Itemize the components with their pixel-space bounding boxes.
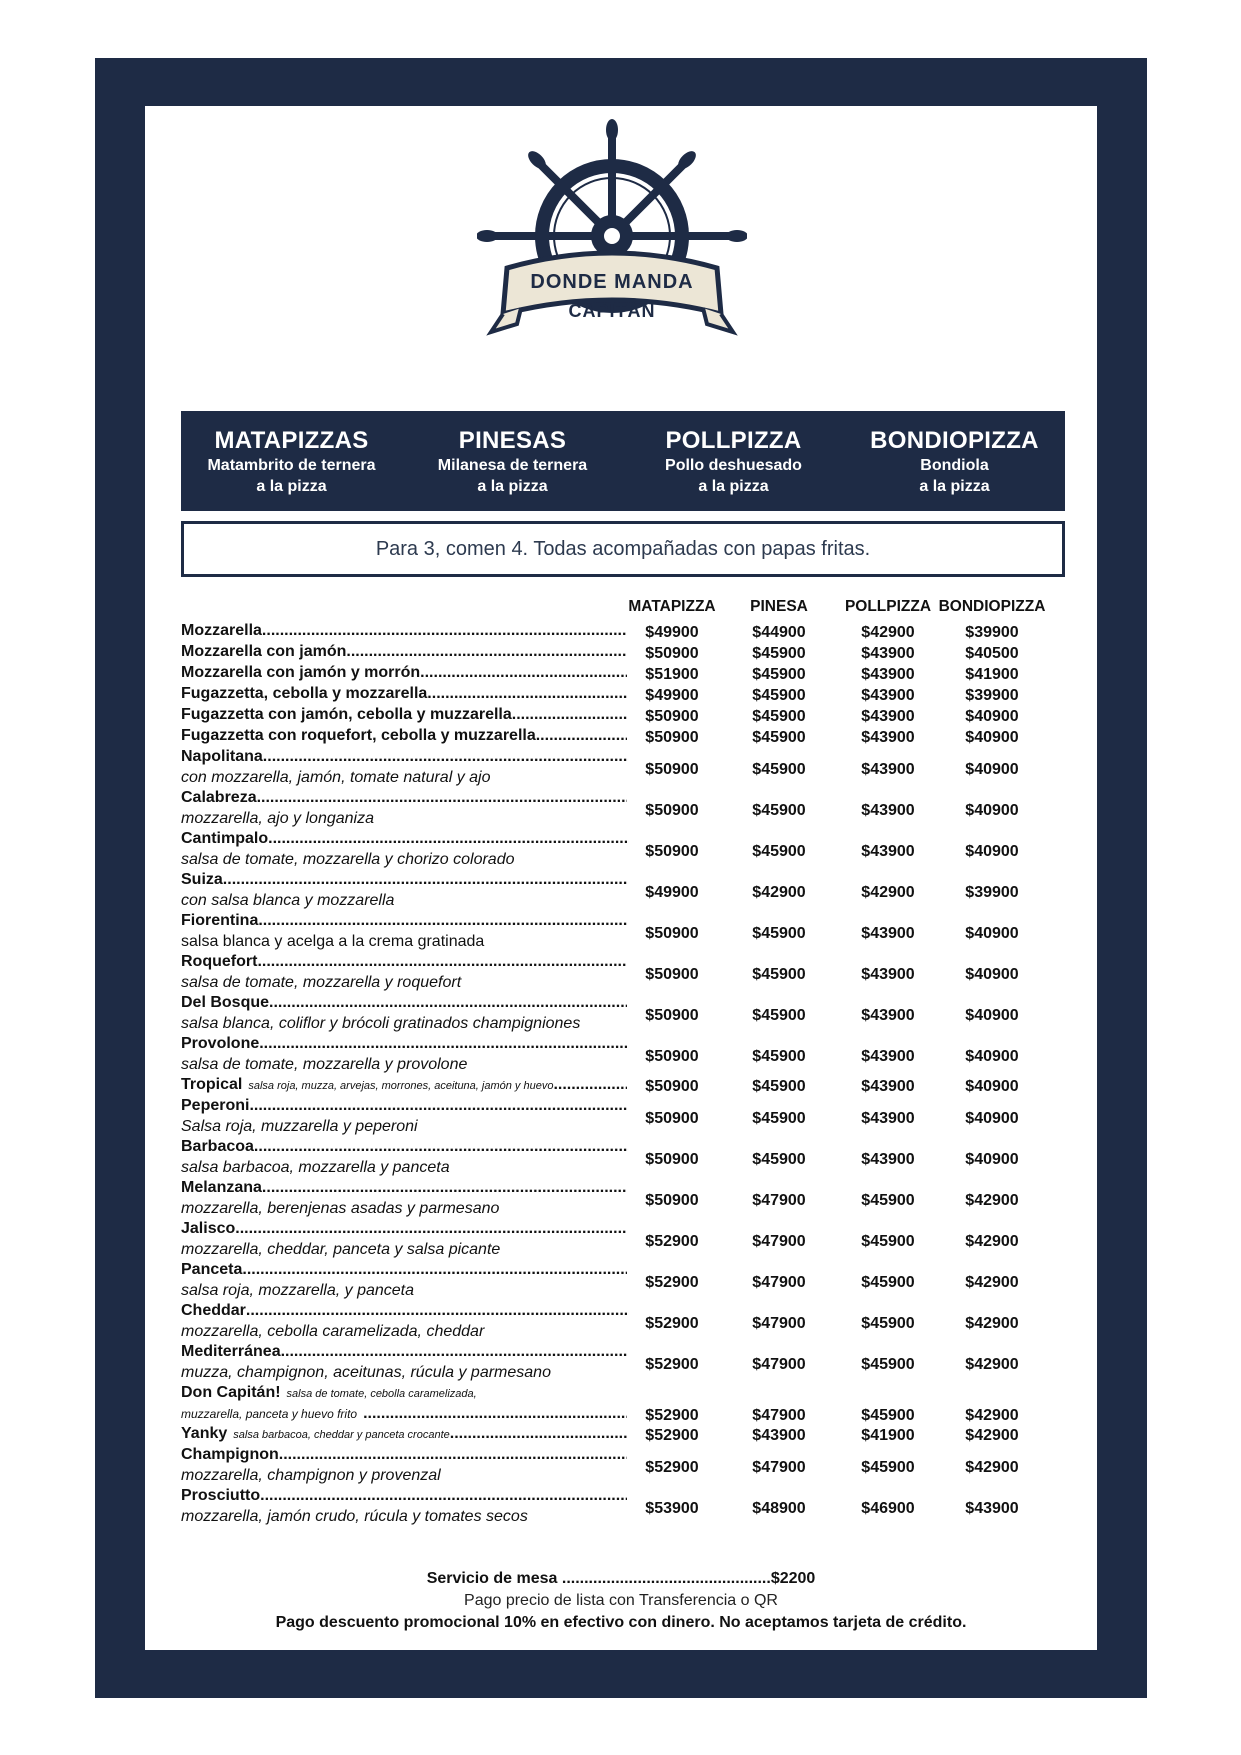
service-price: $2200 (770, 1570, 816, 1587)
menu-item-name: Fugazzetta con roquefort, cebolla y muzzarella (181, 727, 536, 744)
menu-item-name-line (181, 870, 627, 890)
menu-item-desc: mozzarella, cheddar, panceta y salsa picante (181, 1241, 501, 1258)
price-bondiopizza: $42900 (965, 1407, 1019, 1424)
style-desc: Bondiola (920, 457, 989, 474)
banner-col (844, 411, 1065, 511)
style-name: POLLPIZZA (665, 427, 802, 454)
menu-item-name-line (181, 642, 627, 662)
tagline-text: Para 3, comen 4. Todas acompañadas con papas fritas. (375, 537, 871, 560)
price-pinesa: $47900 (752, 1315, 806, 1332)
menu-item-name: Peperoni (181, 1097, 250, 1114)
price-pollpizza: $41900 (861, 1427, 915, 1444)
menu-item-name-line (181, 1178, 627, 1198)
menu-item-name: Roquefort (181, 953, 258, 970)
price-pinesa: $45900 (752, 666, 806, 683)
price-bondiopizza: $43900 (965, 1500, 1019, 1517)
price-bondiopizza: $40900 (965, 1078, 1019, 1095)
leader-dots (420, 663, 627, 683)
menu-item-note: salsa barbacoa, cheddar y panceta crocante (233, 1429, 450, 1441)
logo-line-2: CAPITÁN (568, 301, 656, 321)
menu-item-name-line (181, 684, 627, 704)
banner-col (181, 411, 402, 511)
price-matapizza: $50900 (645, 802, 699, 819)
price-pinesa: $45900 (752, 925, 806, 942)
menu-item-row (181, 663, 1081, 684)
price-pinesa: $45900 (752, 708, 806, 725)
menu-item-name: Provolone (181, 1035, 260, 1052)
price-pinesa: $45900 (752, 1048, 806, 1065)
price-matapizza: $50900 (645, 1048, 699, 1065)
menu-item-desc-row (181, 761, 1081, 788)
menu-item-row (181, 621, 1081, 642)
price-pollpizza: $43900 (861, 1151, 915, 1168)
leader-dots (235, 1219, 627, 1239)
menu-item-name-line (181, 1301, 627, 1321)
menu-item-name: Panceta (181, 1261, 243, 1278)
leader-dots (249, 1096, 627, 1116)
price-matapizza: $49900 (645, 624, 699, 641)
leader-dots (262, 1178, 627, 1198)
menu-item-note: salsa roja, muzza, arvejas, morrones, aceituna, jamón y huevo (248, 1080, 554, 1092)
menu-item-desc: salsa de tomate, mozzarella y provolone (181, 1056, 468, 1073)
menu-item-name: Champignon (181, 1446, 279, 1463)
price-matapizza: $51900 (645, 666, 699, 683)
price-pollpizza: $43900 (861, 1007, 915, 1024)
leader-dots (258, 911, 627, 931)
price-pollpizza: $43900 (861, 1110, 915, 1127)
menu-item-desc: salsa roja, mozzarella, y panceta (181, 1282, 414, 1299)
price-bondiopizza: $42900 (965, 1459, 1019, 1476)
menu-item-row (181, 684, 1081, 705)
price-pollpizza: $46900 (861, 1500, 915, 1517)
banner-col (623, 411, 844, 511)
discount-note: Pago descuento promocional 10% en efectivo con dinero. No aceptamos tarjeta de crédito. (275, 1614, 967, 1631)
price-bondiopizza: $42900 (965, 1356, 1019, 1373)
menu-item-name-line (181, 1137, 627, 1157)
price-bondiopizza: $40900 (965, 761, 1019, 778)
tagline-box (181, 521, 1065, 577)
column-header: MATAPIZZA (628, 598, 716, 615)
style-name: MATAPIZZAS (214, 427, 369, 454)
price-bondiopizza: $42900 (965, 1192, 1019, 1209)
menu-item-name: Melanzana (181, 1179, 262, 1196)
leader-dots (260, 1486, 627, 1506)
style-desc: Milanesa de ternera (437, 457, 588, 474)
price-matapizza: $50900 (645, 708, 699, 725)
menu-item-name: Jalisco (181, 1220, 236, 1237)
leader-dots (279, 1445, 627, 1465)
logo-line-1: DONDE MANDA (530, 271, 694, 293)
menu-item-desc: salsa blanca, coliflor y brócoli gratinados champigniones (181, 1015, 581, 1032)
menu-item-desc: salsa blanca y acelga a la crema gratinada (181, 933, 485, 950)
menu-item-desc: muzzarella, panceta y huevo frito (181, 1407, 358, 1421)
leader-dots (427, 684, 627, 704)
style-name: BONDIOPIZZA (870, 427, 1039, 454)
leader-dots (246, 1301, 627, 1321)
price-bondiopizza: $40900 (965, 1151, 1019, 1168)
price-bondiopizza: $40900 (965, 802, 1019, 819)
price-pinesa: $45900 (752, 1078, 806, 1095)
menu-item-desc-row (181, 966, 1081, 993)
price-bondiopizza: $40900 (965, 843, 1019, 860)
style-desc: Matambrito de ternera (207, 457, 376, 474)
leader-dots (257, 952, 627, 972)
leader-dots (268, 829, 627, 849)
price-pinesa: $48900 (752, 1500, 806, 1517)
menu-item-row (181, 705, 1081, 726)
menu-item-name-line (181, 952, 627, 972)
price-pollpizza: $45900 (861, 1459, 915, 1476)
menu-item-name-line (181, 1075, 627, 1096)
price-matapizza: $50900 (645, 1151, 699, 1168)
menu-item-row (181, 642, 1081, 663)
price-pinesa: $45900 (752, 645, 806, 662)
menu-item-name-line (181, 726, 627, 746)
menu-item-row (181, 1383, 1081, 1404)
leader-dots (263, 747, 627, 767)
menu-item-desc-row (181, 1192, 1081, 1219)
menu-item-desc-row (181, 925, 1081, 952)
price-matapizza: $50900 (645, 1078, 699, 1095)
menu-item-name: Cantimpalo (181, 830, 269, 847)
price-bondiopizza: $40900 (965, 966, 1019, 983)
menu-item-name: Fiorentina (181, 912, 259, 929)
price-matapizza: $50900 (645, 1110, 699, 1127)
price-bondiopizza: $42900 (965, 1427, 1019, 1444)
price-bondiopizza: $40900 (965, 1110, 1019, 1127)
menu-item-desc-row (181, 1233, 1081, 1260)
price-pinesa: $47900 (752, 1192, 806, 1209)
style-desc: a la pizza (477, 478, 548, 495)
menu-item-name: Mozzarella con jamón y morrón (181, 664, 421, 681)
style-name: PINESAS (458, 427, 567, 454)
price-pollpizza: $43900 (861, 708, 915, 725)
price-pinesa: $43900 (752, 1427, 806, 1444)
price-column-headers (0, 598, 1241, 620)
price-bondiopizza: $40500 (965, 645, 1019, 662)
price-pinesa: $47900 (752, 1356, 806, 1373)
price-bondiopizza: $42900 (965, 1233, 1019, 1250)
menu-item-name-line (181, 1445, 627, 1465)
menu-item-desc-row (181, 1500, 1081, 1527)
price-pollpizza: $43900 (861, 1048, 915, 1065)
price-matapizza: $49900 (645, 884, 699, 901)
menu-item-name: Barbacoa (181, 1138, 254, 1155)
price-bondiopizza: $40900 (965, 1048, 1019, 1065)
price-matapizza: $50900 (645, 645, 699, 662)
menu-item-name: Mozzarella (181, 622, 262, 639)
leader-dots (512, 705, 627, 725)
leader-dots (242, 1260, 627, 1280)
price-matapizza: $52900 (645, 1356, 699, 1373)
menu-item-desc: con salsa blanca y mozzarella (181, 892, 395, 909)
price-matapizza: $50900 (645, 1192, 699, 1209)
menu-item-row (181, 726, 1081, 747)
price-bondiopizza: $40900 (965, 708, 1019, 725)
menu-item-name-line (181, 1383, 627, 1404)
price-pollpizza: $43900 (861, 666, 915, 683)
menu-item-name: Tropical (181, 1076, 243, 1093)
price-pollpizza: $45900 (861, 1192, 915, 1209)
price-bondiopizza: $42900 (965, 1315, 1019, 1332)
logo (477, 118, 747, 344)
menu-item-desc-row (181, 884, 1081, 911)
menu-item-name: Mozzarella con jamón (181, 643, 347, 660)
price-pinesa: $45900 (752, 1007, 806, 1024)
price-pollpizza: $45900 (861, 1356, 915, 1373)
menu-item-name: Suiza (181, 871, 223, 888)
style-desc: a la pizza (698, 478, 769, 495)
menu-item-name-line (181, 705, 627, 725)
menu-item-desc-row (181, 1007, 1081, 1034)
price-matapizza: $50900 (645, 1007, 699, 1024)
service-label: Servicio de mesa (426, 1570, 562, 1587)
price-bondiopizza: $40900 (965, 1007, 1019, 1024)
menu-item-name-line (181, 1219, 627, 1239)
price-matapizza: $52900 (645, 1233, 699, 1250)
menu-item-desc-row (181, 1110, 1081, 1137)
price-matapizza: $52900 (645, 1407, 699, 1424)
menu-item-desc-row (181, 1048, 1081, 1075)
menu-item-desc: salsa de tomate, mozzarella y roquefort (181, 974, 462, 991)
column-header: POLLPIZZA (844, 598, 932, 615)
menu-item-name-line (181, 829, 627, 849)
menu-item-name: Mediterránea (181, 1343, 281, 1360)
price-bondiopizza: $39900 (965, 624, 1019, 641)
price-pinesa: $42900 (752, 884, 806, 901)
menu-item-desc-row (181, 1459, 1081, 1486)
price-pollpizza: $42900 (861, 624, 915, 641)
leader-dots (223, 870, 627, 890)
menu-item-desc: mozzarella, berenjenas asadas y parmesano (181, 1200, 500, 1217)
menu-item-desc: mozzarella, champignon y provenzal (181, 1467, 441, 1484)
price-matapizza: $49900 (645, 687, 699, 704)
leader-dots (262, 621, 627, 641)
price-pollpizza: $43900 (861, 925, 915, 942)
menu-item-name: Cheddar (181, 1302, 246, 1319)
menu-list (181, 621, 1081, 1527)
price-pinesa: $45900 (752, 1151, 806, 1168)
menu-item-name-line (181, 788, 627, 808)
service-line (145, 1568, 1097, 1590)
price-pinesa: $45900 (752, 1110, 806, 1127)
price-pollpizza: $43900 (861, 645, 915, 662)
style-desc: a la pizza (919, 478, 990, 495)
menu-item-desc-row (181, 843, 1081, 870)
menu-item-desc-row (181, 1356, 1081, 1383)
leader-dots (346, 642, 627, 662)
price-matapizza: $52900 (645, 1315, 699, 1332)
price-matapizza: $53900 (645, 1500, 699, 1517)
menu-item-name: Calabreza (181, 789, 257, 806)
menu-item-name-line (181, 1486, 627, 1506)
menu-item-name: Yanky (181, 1425, 228, 1442)
price-pinesa: $47900 (752, 1407, 806, 1424)
price-matapizza: $52900 (645, 1274, 699, 1291)
price-pinesa: $47900 (752, 1459, 806, 1476)
menu-item-desc: mozzarella, cebolla caramelizada, cheddar (181, 1323, 485, 1340)
price-pollpizza: $45900 (861, 1407, 915, 1424)
menu-item-desc: muzza, champignon, aceitunas, rúcula y parmesano (181, 1364, 551, 1381)
price-pinesa: $45900 (752, 761, 806, 778)
price-matapizza: $50900 (645, 966, 699, 983)
leader-dots (269, 993, 627, 1013)
menu-item-name-line (181, 1260, 627, 1280)
leader-dots (259, 1034, 627, 1054)
price-bondiopizza: $39900 (965, 687, 1019, 704)
menu-item-desc: mozzarella, ajo y longaniza (181, 810, 374, 827)
price-pollpizza: $43900 (861, 1078, 915, 1095)
menu-item-desc: con mozzarella, jamón, tomate natural y ajo (181, 769, 491, 786)
menu-item-desc: salsa de tomate, mozzarella y chorizo colorado (181, 851, 515, 868)
price-pollpizza: $45900 (861, 1233, 915, 1250)
menu-item-desc-row (181, 1274, 1081, 1301)
menu-item-desc-row (181, 1404, 1081, 1424)
column-header: PINESA (750, 598, 808, 615)
price-matapizza: $52900 (645, 1427, 699, 1444)
menu-item-name-line (181, 663, 627, 683)
price-pinesa: $45900 (752, 729, 806, 746)
menu-item-name-line (181, 1424, 627, 1445)
price-pinesa: $45900 (752, 843, 806, 860)
menu-item-name: Don Capitán! (181, 1384, 281, 1401)
price-matapizza: $52900 (645, 1459, 699, 1476)
menu-item-name: Prosciutto (181, 1487, 261, 1504)
menu-item-name-line (181, 621, 627, 641)
menu-item-name: Del Bosque (181, 994, 270, 1011)
menu-item-name-line (181, 1034, 627, 1054)
style-desc: Pollo deshuesado (665, 457, 802, 474)
leader-dots (257, 788, 627, 808)
price-bondiopizza: $39900 (965, 884, 1019, 901)
menu-item-name: Fugazzetta con jamón, cebolla y muzzarella (181, 706, 512, 723)
price-pollpizza: $43900 (861, 843, 915, 860)
menu-item-name-line (181, 1342, 627, 1362)
menu-item-name-line (181, 911, 627, 931)
price-matapizza: $50900 (645, 729, 699, 746)
menu-item-desc: mozzarella, jamón crudo, rúcula y tomates secos (181, 1508, 528, 1525)
menu-item-desc-row (181, 1315, 1081, 1342)
menu-item-desc: Salsa roja, muzzarella y peperoni (181, 1118, 418, 1135)
price-pinesa: $44900 (752, 624, 806, 641)
price-bondiopizza: $41900 (965, 666, 1019, 683)
price-bondiopizza: $40900 (965, 925, 1019, 942)
price-pollpizza: $45900 (861, 1315, 915, 1332)
menu-item-desc-row (181, 802, 1081, 829)
price-pollpizza: $43900 (861, 729, 915, 746)
menu-item-name-line (181, 1096, 627, 1116)
menu-item-desc: salsa barbacoa, mozzarella y panceta (181, 1159, 450, 1176)
price-pollpizza: $43900 (861, 966, 915, 983)
menu-item-row (181, 1075, 1081, 1096)
price-pinesa: $47900 (752, 1233, 806, 1250)
price-pinesa: $45900 (752, 802, 806, 819)
price-matapizza: $50900 (645, 843, 699, 860)
leader-dots (254, 1137, 627, 1157)
price-pollpizza: $43900 (861, 802, 915, 819)
menu-item-name: Napolitana (181, 748, 263, 765)
menu-item-name-line (181, 993, 627, 1013)
leader-dots (450, 1424, 627, 1444)
menu-item-name-line (181, 747, 627, 767)
price-bondiopizza: $42900 (965, 1274, 1019, 1291)
price-bondiopizza: $40900 (965, 729, 1019, 746)
styles-banner (181, 411, 1065, 511)
price-pinesa: $47900 (752, 1274, 806, 1291)
leader-dots (281, 1342, 627, 1362)
price-pinesa: $45900 (752, 966, 806, 983)
menu-item-note: salsa de tomate, cebolla caramelizada, (286, 1388, 477, 1400)
column-header: BONDIOPIZZA (938, 598, 1046, 615)
service-dots: ............................................... (561, 1570, 771, 1587)
banner-col (402, 411, 623, 511)
price-pinesa: $45900 (752, 687, 806, 704)
price-matapizza: $50900 (645, 925, 699, 942)
price-pollpizza: $43900 (861, 687, 915, 704)
menu-item-row (181, 1424, 1081, 1445)
menu-item-desc-line (181, 1404, 627, 1424)
footer (145, 1568, 1097, 1634)
menu-item-desc-row (181, 1151, 1081, 1178)
price-matapizza: $50900 (645, 761, 699, 778)
leader-dots (363, 1404, 627, 1424)
price-pollpizza: $45900 (861, 1274, 915, 1291)
menu-item-name: Fugazzetta, cebolla y mozzarella (181, 685, 428, 702)
price-pollpizza: $43900 (861, 761, 915, 778)
style-desc: a la pizza (256, 478, 327, 495)
payment-note: Pago precio de lista con Transferencia o QR (464, 1592, 778, 1609)
price-pollpizza: $42900 (861, 884, 915, 901)
